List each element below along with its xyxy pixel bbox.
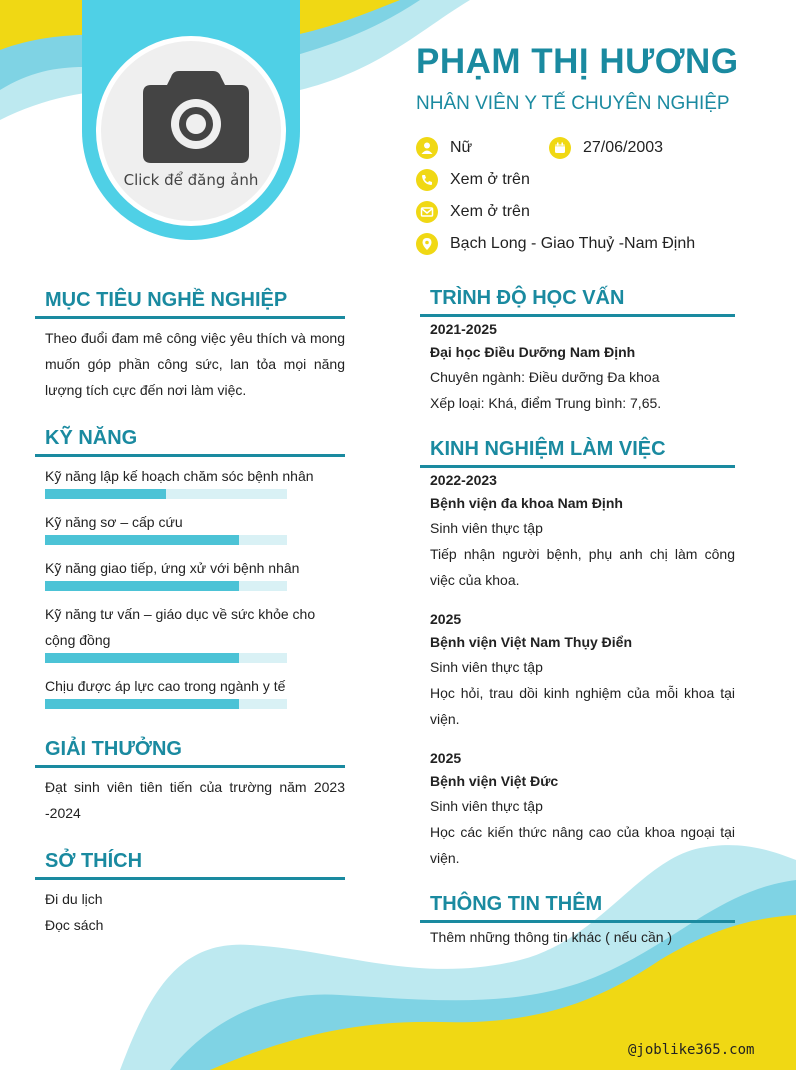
- experience-desc: Học hỏi, trau dồi kinh nghiệm của mỗi khoa tại viện.: [430, 685, 735, 727]
- address-value: Bạch Long - Giao Thuỷ -Nam Định: [450, 235, 696, 252]
- experience-period: 2025: [430, 750, 462, 766]
- location-pin-icon: [416, 233, 438, 255]
- awards-text: Đạt sinh viên tiên tiến của trường năm 2023 -2024: [45, 779, 345, 821]
- email-icon: [416, 201, 438, 223]
- hobbies-title: SỞ THÍCH: [45, 850, 143, 872]
- hobby-item: Đọc sách: [45, 917, 104, 933]
- experience-role: Sinh viên thực tập: [430, 798, 543, 814]
- experience-place: Bệnh viện đa khoa Nam Định: [430, 495, 623, 511]
- skill-label: Kỹ năng giao tiếp, ứng xử với bệnh nhân: [45, 560, 300, 576]
- extra-info-divider: [420, 920, 735, 923]
- phone-icon: [416, 169, 438, 191]
- phone-row: [416, 169, 530, 191]
- camera-icon: [141, 69, 251, 169]
- experience-desc: Tiếp nhận người bệnh, phụ anh chị làm công việc của khoa.: [430, 546, 735, 588]
- skill-label: Kỹ năng lập kế hoạch chăm sóc bệnh nhân: [45, 468, 314, 484]
- candidate-title: NHÂN VIÊN Y TẾ CHUYÊN NGHIỆP: [416, 93, 730, 114]
- gender-value: Nữ: [450, 139, 473, 156]
- phone-value: Xem ở trên: [450, 171, 530, 188]
- hobby-item: Đi du lịch: [45, 891, 103, 907]
- awards-title: GIẢI THƯỞNG: [45, 738, 182, 760]
- skill-label: Kỹ năng sơ – cấp cứu: [45, 514, 183, 530]
- skill-bar: [45, 489, 287, 499]
- awards-divider: [35, 765, 345, 768]
- email-value: Xem ở trên: [450, 203, 530, 220]
- skill-bar: [45, 581, 287, 591]
- skill-label: Chịu được áp lực cao trong ngành y tế: [45, 678, 286, 694]
- education-title: TRÌNH ĐỘ HỌC VẤN: [430, 287, 625, 309]
- education-school: Đại học Điều Dưỡng Nam Định: [430, 344, 636, 360]
- education-period: 2021-2025: [430, 321, 497, 337]
- skill-bar: [45, 699, 287, 709]
- watermark: @joblike365.com: [628, 1042, 755, 1058]
- calendar-icon: [549, 137, 571, 159]
- hobbies-divider: [35, 877, 345, 880]
- objective-title: MỤC TIÊU NGHỀ NGHIỆP: [45, 289, 288, 311]
- gender-row: [416, 137, 472, 159]
- experience-title: KINH NGHIỆM LÀM VIỆC: [430, 438, 666, 460]
- experience-desc: Học các kiến thức nâng cao của khoa ngoại tại viện.: [430, 824, 735, 866]
- objective-divider: [35, 316, 345, 319]
- skill-bar-fill: [45, 699, 239, 709]
- skill-bar: [45, 653, 287, 663]
- birthday-value: 27/06/2003: [583, 139, 664, 156]
- experience-place: Bệnh viện Việt Đức: [430, 773, 559, 789]
- skill-bar-fill: [45, 653, 239, 663]
- skill-bar-fill: [45, 489, 166, 499]
- avatar-upload-label: Click để đăng ảnh: [123, 171, 259, 189]
- experience-period: 2025: [430, 611, 462, 627]
- email-row: [416, 201, 530, 223]
- candidate-name: PHẠM THỊ HƯƠNG: [416, 42, 739, 81]
- experience-place: Bệnh viện Việt Nam Thụy Điển: [430, 634, 633, 650]
- skills-title: KỸ NĂNG: [45, 427, 138, 449]
- skills-divider: [35, 454, 345, 457]
- extra-info-title: THÔNG TIN THÊM: [430, 893, 603, 915]
- experience-role: Sinh viên thực tập: [430, 520, 543, 536]
- skill-bar: [45, 535, 287, 545]
- extra-info-text: Thêm những thông tin khác ( nếu cần ): [430, 929, 673, 945]
- skill-bar-fill: [45, 535, 239, 545]
- skill-bar-fill: [45, 581, 239, 591]
- birthday-row: [549, 137, 663, 159]
- objective-text: Theo đuổi đam mê công việc yêu thích và mong muốn góp phần công sức, lan tỏa mọi năng lượng tích cực đến nơi làm việc.: [45, 330, 345, 398]
- education-major: Chuyên ngành: Điều dưỡng Đa khoa: [430, 369, 660, 385]
- address-row: [416, 233, 695, 255]
- avatar-upload[interactable]: [96, 36, 286, 226]
- experience-period: 2022-2023: [430, 472, 497, 488]
- skill-label: Kỹ năng tư vấn – giáo dục về sức khỏe cho cộng đồng: [45, 606, 316, 648]
- experience-role: Sinh viên thực tập: [430, 659, 543, 675]
- education-grade: Xếp loại: Khá, điểm Trung bình: 7,65.: [430, 395, 662, 411]
- person-icon: [416, 137, 438, 159]
